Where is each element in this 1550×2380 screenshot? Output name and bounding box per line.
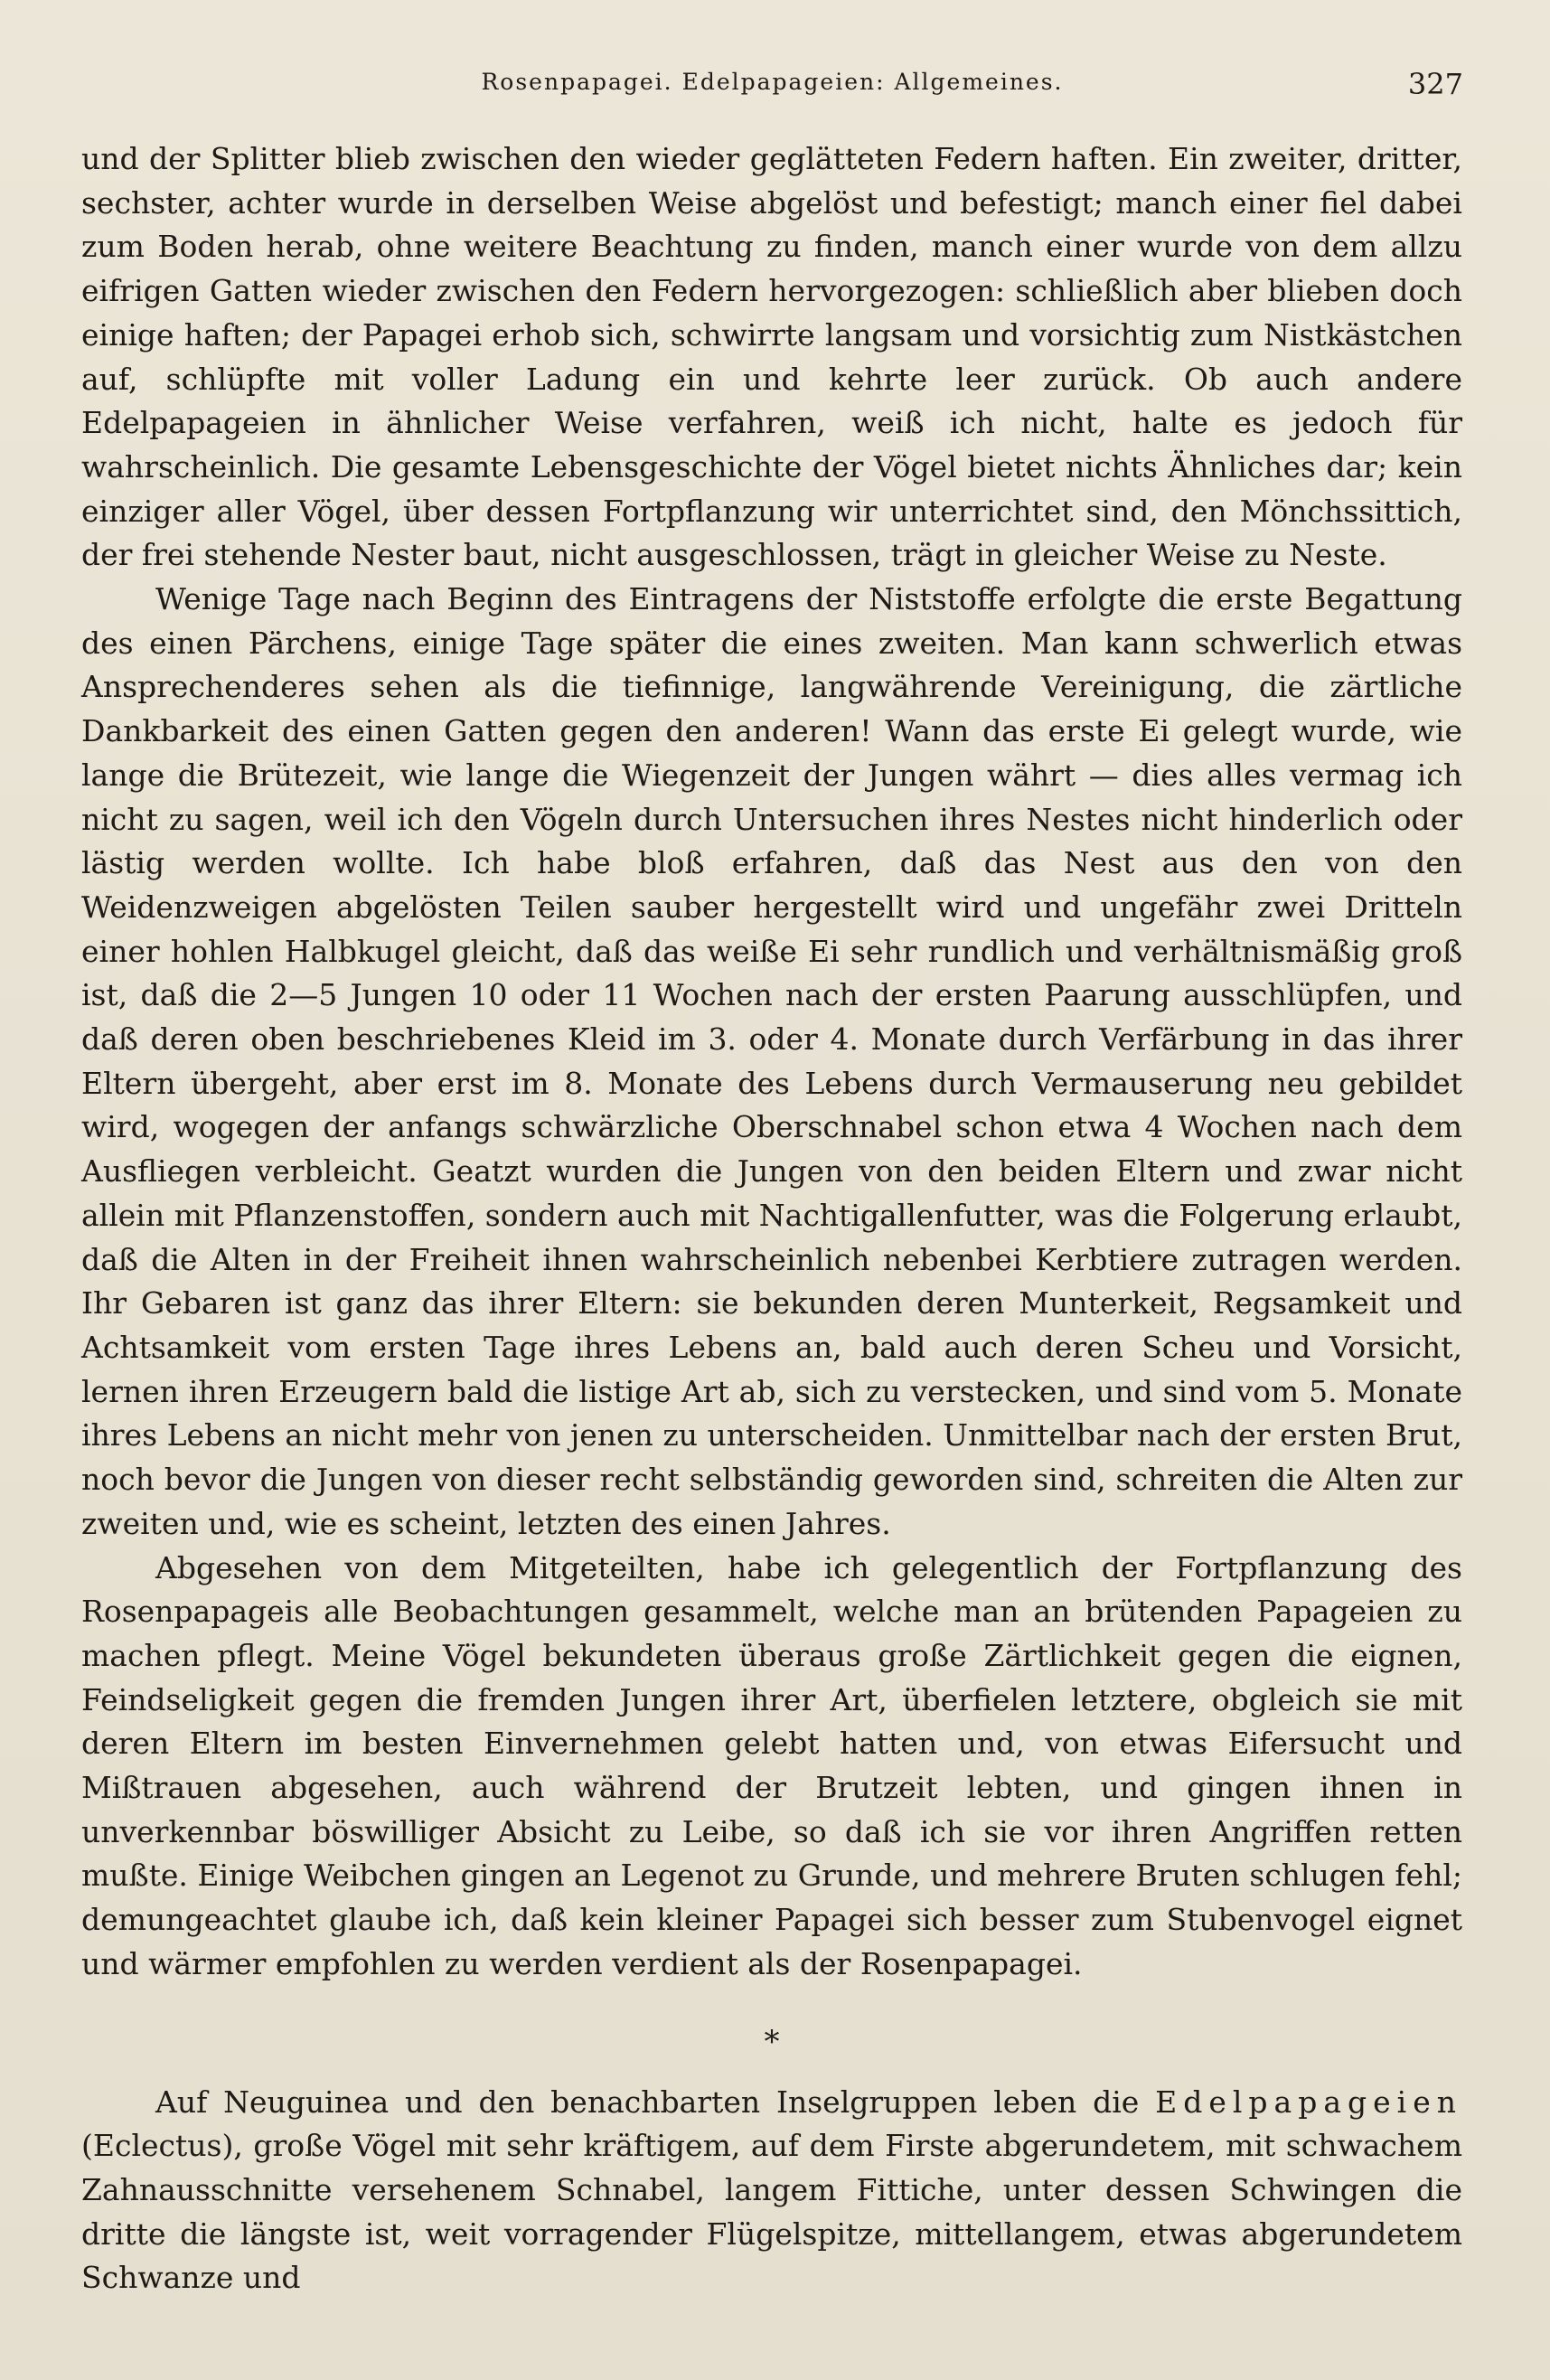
section-divider-asterisk: * bbox=[764, 2023, 780, 2060]
running-title: Rosenpapagei. Edelpapageien: Allgemeines. bbox=[481, 69, 1064, 95]
paragraph-observations: Abgesehen von dem Mitgeteilten, habe ich gelegentlich der Fortpflanzung des Rosenpapageis alle Beobachtungen gesammelt, welche man an brütenden Papageien zu machen pflegt. Meine Vögel bekundeten überaus große Zärtlichkeit gegen die eignen, Feindseligkeit gegen die fremden Jungen ihrer Art, überfielen letztere, obgleich sie mit deren Eltern im besten Einvernehmen gelebt hatten und, von etwas Eifersucht und Mißtrauen abgesehen, auch während der Brutzeit lebten, und gingen ihnen in unverkennbar böswilliger Absicht zu Leibe, so daß ich sie vor ihren Angriffen retten mußte. Einige Weibchen gingen an Legenot zu Grunde, und mehrere Bruten schlugen fehl; demungeachtet glaube ich, daß kein kleiner Papagei sich besser zum Stubenvogel eignet und wärmer empfohlen zu werden verdient als der Rosenpapagei. bbox=[81, 1549, 1462, 1981]
paragraph-rest: (Eclectus), große Vögel mit sehr kräftigem, auf dem Firste abgerundetem, mit schwachem Zahnausschnitte versehenem Schnabel, langem Fittiche, unter dessen Schwingen die dritte die längste ist, weit vorragender Flügelspitze, mittellangem, etwas abgerundetem Schwanze und bbox=[81, 2128, 1462, 2296]
paragraph-intro: Auf Neuguinea und den benachbarten Inselgruppen leben die bbox=[155, 2084, 1156, 2120]
paragraph-breeding: Wenige Tage nach Beginn des Eintragens der Niststoffe erfolgte die erste Begattung des einen Pärchens, einige Tage später die eines zweiten. Man kann schwerlich etwas Ansprechenderes sehen als die tiefinnige, langwährende Vereinigung, die zärtliche Dankbarkeit des einen Gatten gegen den anderen! Wann das erste Ei gelegt wurde, wie lange die Brütezeit, wie lange die Wiegenzeit der Jungen währt — dies alles vermag ich nicht zu sagen, weil ich den Vögeln durch Untersuchen ihres Nestes nicht hinderlich oder lästig werden wollte. Ich habe bloß erfahren, daß das Nest aus den von den Weidenzweigen abgelösten Teilen sauber hergestellt wird und ungefähr zwei Dritteln einer hohlen Halbkugel gleicht, daß das weiße Ei sehr rundlich und verhältnismäßig groß ist, daß die 2—5 Jungen 10 oder 11 Wochen nach der ersten Paarung ausschlüpfen, und daß deren oben beschriebenes Kleid im 3. oder 4. Monate durch Verfärbung in das ihrer Eltern übergeht, aber erst im 8. Monate des Lebens durch Vermauserung neu gebildet wird, wogegen der anfangs schwärzliche Oberschnabel schon etwa 4 Wochen nach dem Ausfliegen verbleicht. Geatzt wurden die Jungen von den beiden Eltern und zwar nicht allein mit Pflanzenstoffen, sondern auch mit Nachtigallenfutter, was die Folgerung erlaubt, daß die Alten in der Freiheit ihnen wahrscheinlich nebenbei Kerbtiere zutragen werden. Ihr Gebaren ist ganz das ihrer Eltern: sie bekunden deren Munterkeit, Regsamkeit und Achtsamkeit vom ersten Tage ihres Lebens an, bald auch deren Scheu und Vorsicht, lernen ihren Erzeugern bald die listige Art ab, sich zu verstecken, und sind vom 5. Monate ihres Lebens an nicht mehr von jenen zu unterscheiden. Unmittelbar nach der ersten Brut, noch bevor die Jungen von dieser recht selbständig geworden sind, schreiten die Alten zur zweiten und, wie es scheint, letzten des einen Jahres. bbox=[81, 581, 1462, 1541]
page-number: 327 bbox=[1407, 67, 1463, 101]
paragraph-edelpapageien bbox=[81, 2081, 1462, 2301]
spaced-term: Edelpapageien bbox=[1155, 2084, 1462, 2120]
paragraph-continuation: und der Splitter blieb zwischen den wieder geglätteten Federn haften. Ein zweiter, dritter, sechster, achter wurde in derselben Weise abgelöst und befestigt; manch einer fiel dabei zum Boden herab, ohne weitere Beachtung zu finden, manch einer wurde von dem allzu eifrigen Gatten wieder zwischen den Federn hervorgezogen: schließlich aber blieben doch einige haften; der Papagei erhob sich, schwirrte langsam und vorsichtig zum Nistkästchen auf, schlüpfte mit voller Ladung ein und kehrte leer zurück. Ob auch andere Edelpapageien in ähnlicher Weise verfahren, weiß ich nicht, halte es jedoch für wahrscheinlich. Die gesamte Lebensgeschichte der Vögel bietet nichts Ähnliches dar; kein einziger aller Vögel, über dessen Fortpflanzung wir unterrichtet sind, den Mönchssittich, der frei stehende Nester baut, nicht ausgeschlossen, trägt in gleicher Weise zu Neste. bbox=[81, 141, 1462, 573]
running-head bbox=[81, 63, 1463, 108]
page-body bbox=[81, 137, 1462, 2300]
